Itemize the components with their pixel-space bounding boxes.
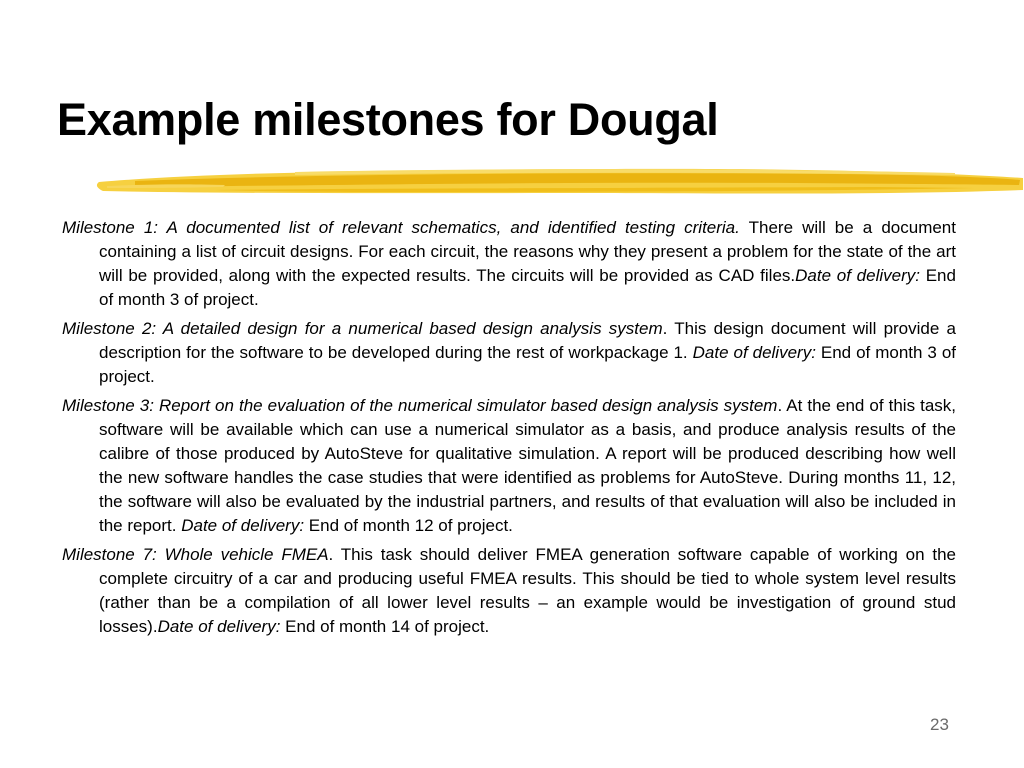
milestone-body: There will be a document containing a list of circuit designs. For each circuit, the reasons why they present a problem for the state of the art will be provided, along with the expected results. The circuits will be provided as CAD files.	[99, 218, 956, 285]
delivery-label: Date of delivery:	[157, 617, 281, 636]
delivery-value: End of month 12 of project.	[304, 516, 513, 535]
delivery-value: End of month 14 of project.	[280, 617, 490, 636]
slide-title: Example milestones for Dougal	[57, 94, 719, 145]
milestone-heading: Milestone 1: A documented list of relevant schematics, and identified testing criteria.	[62, 218, 740, 237]
milestone-item	[62, 394, 956, 538]
delivery-label: Date of delivery:	[692, 343, 816, 362]
delivery-label: Date of delivery:	[181, 516, 305, 535]
delivery-value: End of month 3 of project.	[99, 343, 956, 386]
milestone-item	[62, 317, 956, 389]
page-number: 23	[930, 715, 949, 734]
milestone-body: . At the end of this task, software will be available which can use a numerical simulator as a basis, and produce analysis results of the calibre of those produced by AutoSteve for qualitative simulation. A report will be produced describing how well the new software handles the case studies that were identified as problems for AutoSteve. During months 11, 12, the software will also be evaluated by the industrial partners, and results of that evaluation will also be included in the report.	[99, 396, 956, 535]
delivery-value: End of month 3 of project.	[99, 266, 956, 309]
milestone-body: . This task should deliver FMEA generation software capable of working on the complete circuitry of a car and producing useful FMEA results. This should be tied to whole system level results (rather than be a compilation of all lower level results – an example would be investigation of ground stud losses).	[99, 545, 956, 636]
delivery-label: Date of delivery:	[795, 266, 920, 285]
yellow-brush-stroke	[95, 160, 1024, 208]
milestone-item	[62, 216, 956, 312]
milestone-item	[62, 543, 956, 639]
milestone-heading: Milestone 3: Report on the evaluation of the numerical simulator based design analysis system	[62, 396, 778, 415]
milestone-heading: Milestone 7: Whole vehicle FMEA	[62, 545, 329, 564]
milestone-heading: Milestone 2: A detailed design for a numerical based design analysis system	[62, 319, 663, 338]
milestone-body: . This design document will provide a description for the software to be developed during the rest of workpackage 1.	[99, 319, 956, 362]
milestone-list	[62, 216, 956, 644]
